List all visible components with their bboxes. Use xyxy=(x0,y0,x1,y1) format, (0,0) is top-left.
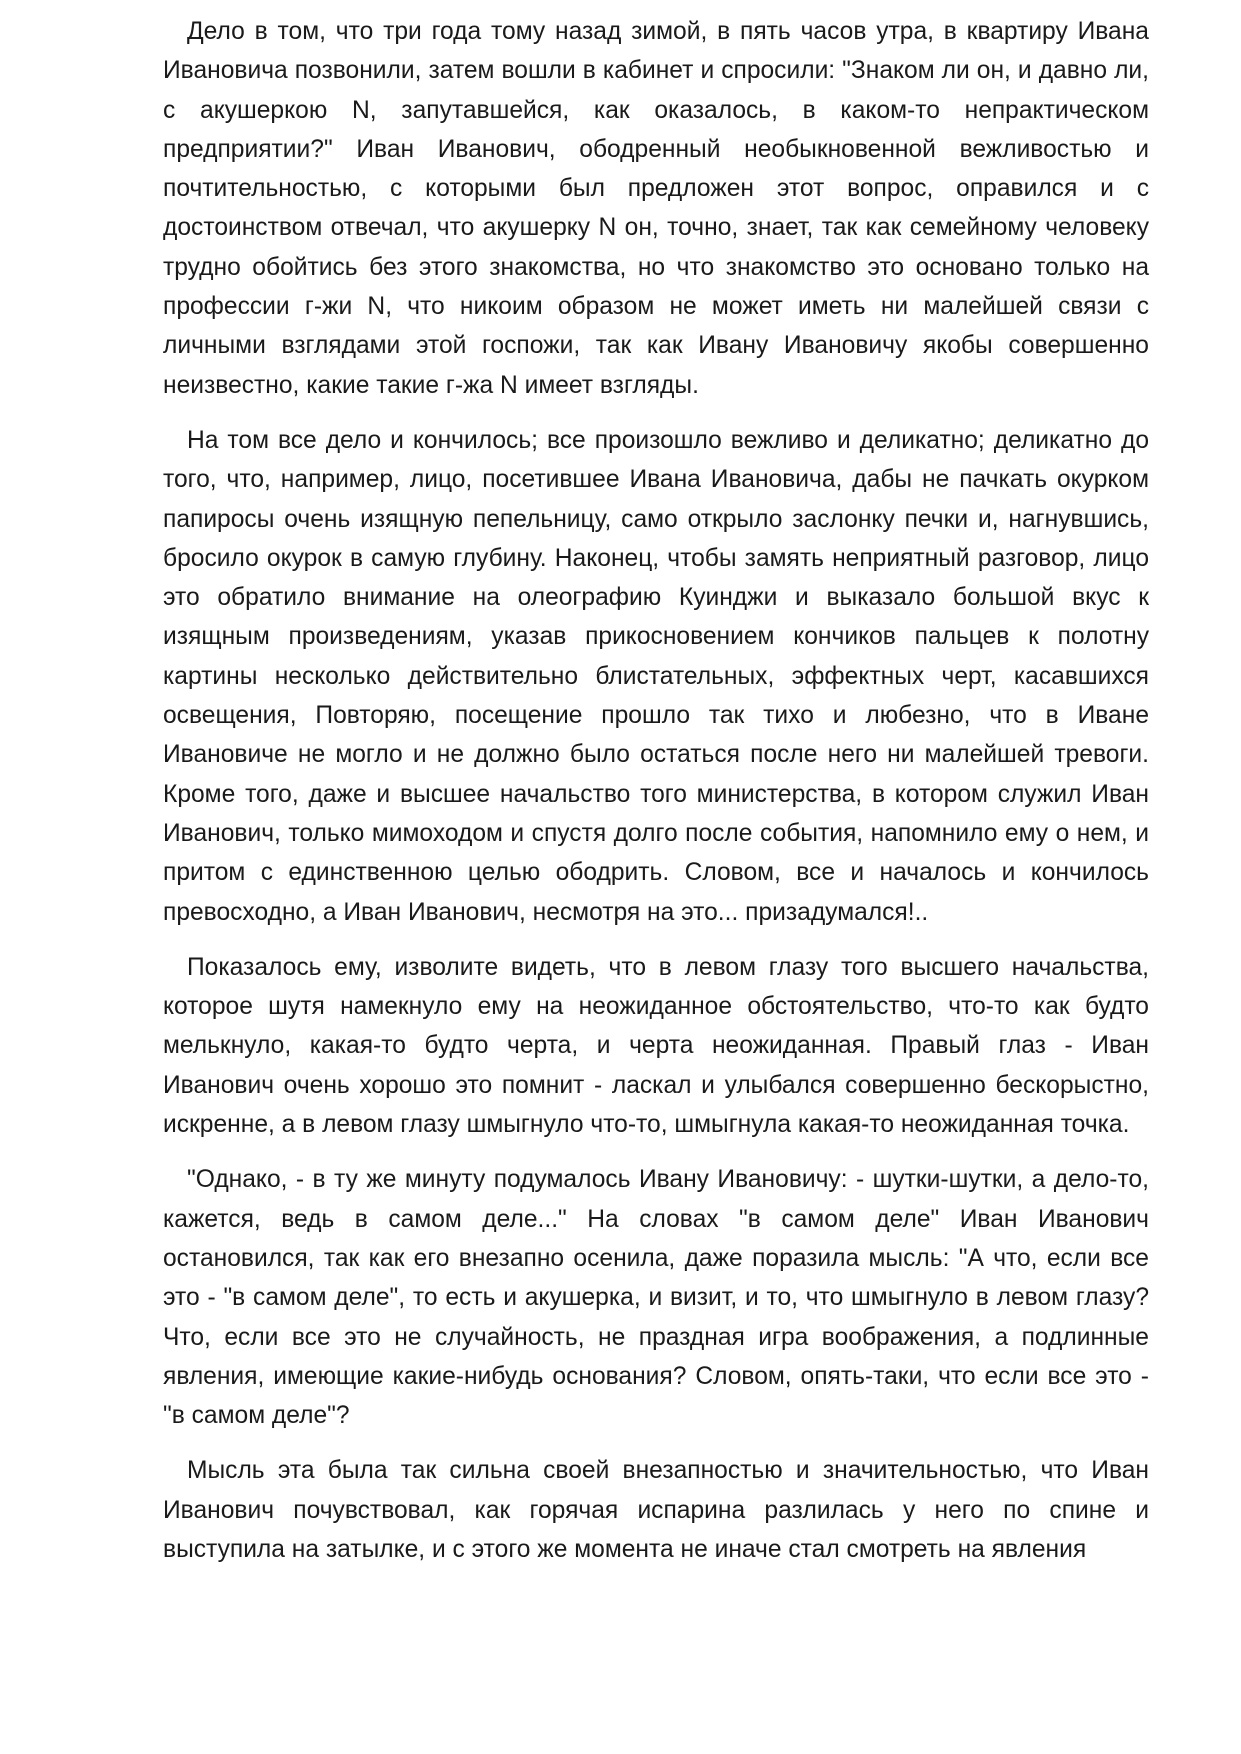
paragraph-3: Показалось ему, изволите видеть, что в левом глазу того высшего начальства, которое шутя намекнуло ему на неожиданное обстоятельство, что-то как будто мелькнуло, какая-то будто черта, и черта неожиданная. Правый глаз - Иван Иванович очень хорошо это помнит - ласкал и улыбался совершенно бескорыстно, искренне, а в левом глазу шмыгнуло что-то, шмыгнула какая-то неожиданная точка. xyxy=(163,953,1149,1139)
paragraph-2: На том все дело и кончилось; все произошло вежливо и деликатно; деликатно до того, что, например, лицо, посетившее Ивана Ивановича, дабы не пачкать окурком папиросы очень изящную пепельницу, само открыло заслонку печки и, нагнувшись, бросило окурок в самую глубину. Наконец, чтобы замять неприятный разговор, лицо это обратило внимание на олеографию Куинджи и выказало большой вкус к изящным произведениям, указав прикосновением кончиков пальцев к полотну картины несколько действительно блистательных, эффектных черт, касавшихся освещения, Повторяю, посещение прошло так тихо и любезно, что в Иване Ивановиче не могло и не должно было остаться после него ни малейшей тревоги. Кроме того, даже и высшее начальство того министерства, в котором служил Иван Иванович, только мимоходом и спустя долго после события, напомнило ему о нем, и притом с единственною целью ободрить. Словом, все и началось и кончилось превосходно, а Иван Иванович, несмотря на это... призадумался!.. xyxy=(163,426,1149,926)
paragraph-4: "Однако, - в ту же минуту подумалось Ивану Ивановичу: - шутки-шутки, а дело-то, кажется, ведь в самом деле..." На словах "в самом деле" Иван Иванович остановился, так как его внезапно осенила, даже поразила мысль: "А что, если все это - "в самом деле", то есть и акушерка, и визит, и то, что шмыгнуло в левом глазу? Что, если все это не случайность, не праздная игра воображения, а подлинные явления, имеющие какие-нибудь основания? Словом, опять-таки, что если все это - "в самом деле"? xyxy=(163,1166,1149,1430)
paragraph-1: Дело в том, что три года тому назад зимой, в пять часов утра, в квартиру Ивана Ивановича позвонили, затем вошли в кабинет и спросили: "Знаком ли он, и давно ли, с акушеркою N, запутавшейся, как оказалось, в каком-то непрактическом предприятии?" Иван Иванович, ободренный необыкновенной вежливостью и почтительностью, с которыми был предложен этот вопрос, оправился и с достоинством отвечал, что акушерку N он, точно, знает, так как семейному человеку трудно обойтись без этого знакомства, но что знакомство это основано только на профессии г-жи N, что никоим образом не может иметь ни малейшей связи с личными взглядами этой госпожи, так как Ивану Ивановичу якобы совершенно неизвестно, какие такие г-жа N имеет взгляды. xyxy=(163,18,1149,399)
document-page xyxy=(163,12,1149,1585)
paragraph-5: Мысль эта была так сильна своей внезапностью и значительностью, что Иван Иванович почувствовал, как горячая испарина разлилась у него по спине и выступила на затылке, и с этого же момента не иначе стал смотреть на явления xyxy=(163,1457,1149,1563)
